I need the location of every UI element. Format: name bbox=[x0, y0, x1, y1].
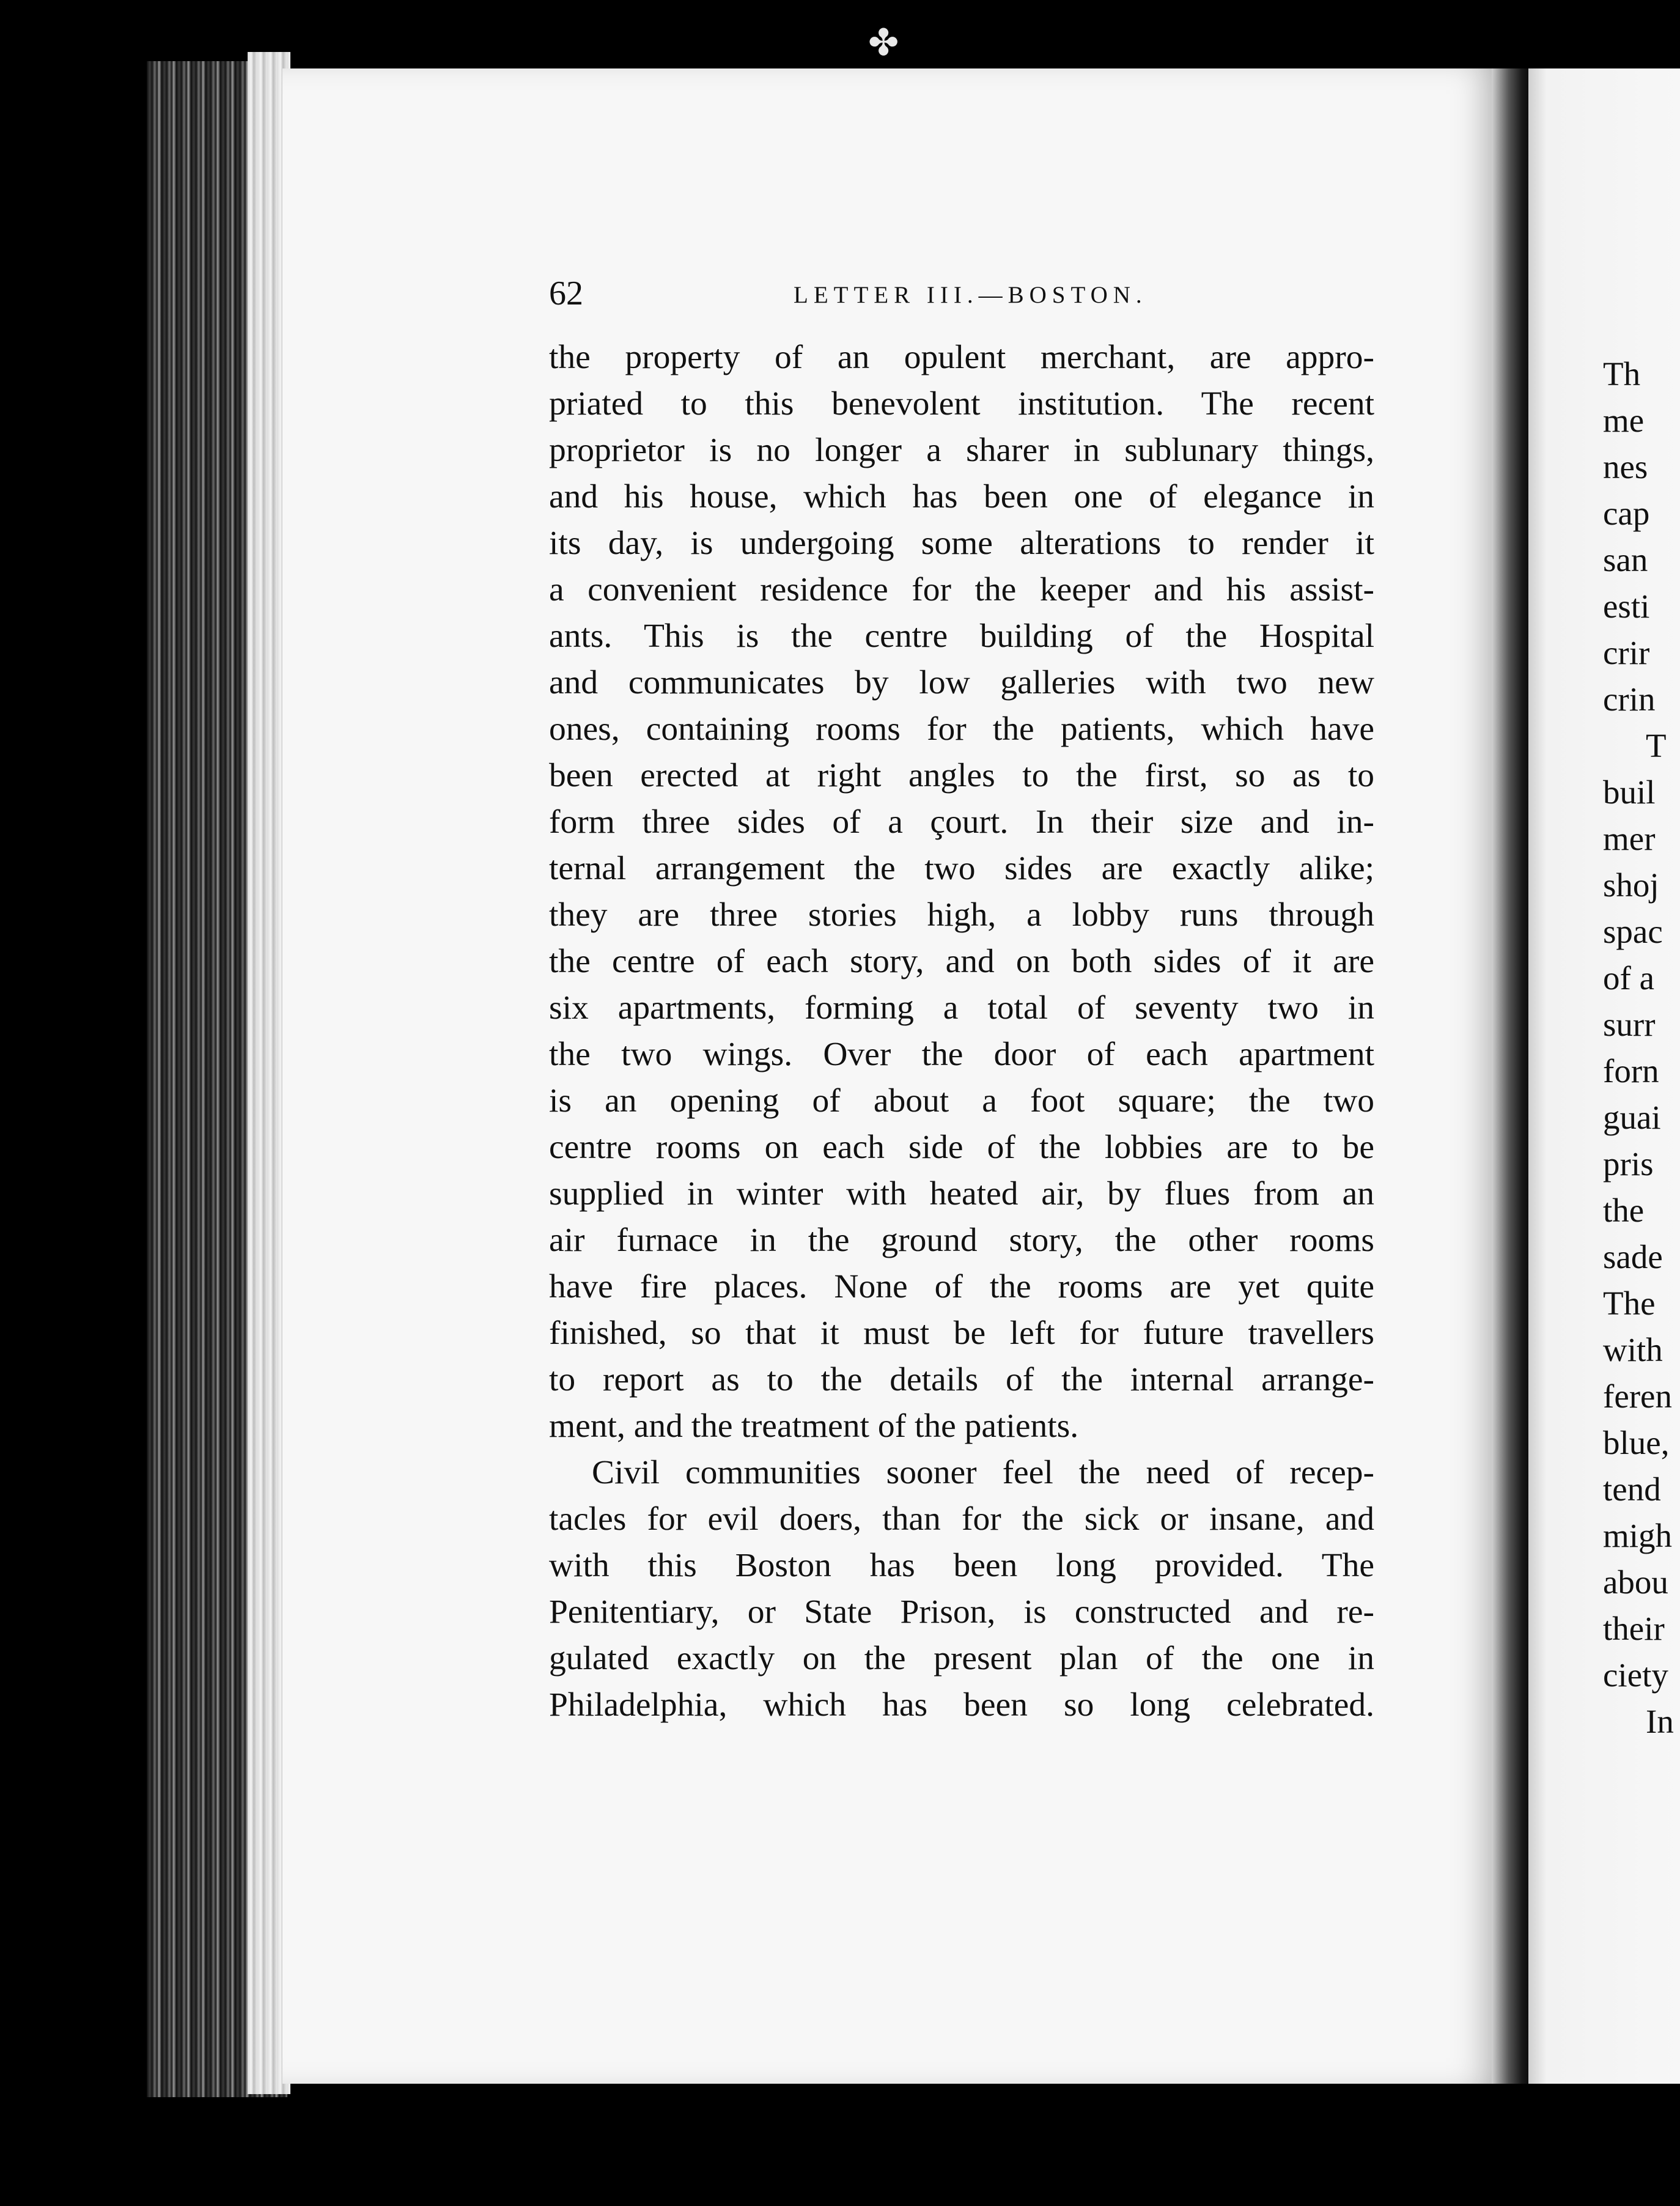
text-line: the centre of each story, and on both sides of it are bbox=[549, 943, 1374, 980]
facing-line: surr bbox=[1603, 1006, 1656, 1043]
text-line: to report as to the details of the internal arrange- bbox=[549, 1361, 1374, 1398]
text-line: a convenient residence for the keeper and his assist- bbox=[549, 571, 1374, 608]
text-line: and his house, which has been one of elegance in bbox=[549, 478, 1374, 515]
text-line: supplied in winter with heated air, by flues from an bbox=[549, 1175, 1374, 1212]
facing-line: abou bbox=[1603, 1563, 1668, 1601]
text-line: tacles for evil doers, than for the sick or insane, and bbox=[549, 1500, 1374, 1538]
facing-line: forn bbox=[1603, 1052, 1659, 1090]
text-line: been erected at right angles to the first, so as to bbox=[549, 757, 1374, 794]
text-line: Philadelphia, which has been so long celebrated. bbox=[549, 1686, 1374, 1724]
facing-line: migh bbox=[1603, 1517, 1673, 1554]
facing-line: san bbox=[1603, 541, 1648, 578]
facing-line: pris bbox=[1603, 1145, 1654, 1182]
facing-line: crin bbox=[1603, 681, 1656, 718]
page-number: 62 bbox=[549, 275, 583, 312]
facing-line: the bbox=[1603, 1192, 1645, 1229]
text-line: the property of an opulent merchant, are appro- bbox=[549, 339, 1374, 376]
main-text-block bbox=[549, 334, 1374, 1728]
text-line: Penitentiary, or State Prison, is constructed and re- bbox=[549, 1593, 1374, 1631]
facing-line: shoj bbox=[1603, 866, 1659, 904]
text-line: finished, so that it must be left for future travellers bbox=[549, 1315, 1374, 1352]
text-line: ones, containing rooms for the patients, which have bbox=[549, 710, 1374, 748]
facing-line: me bbox=[1603, 402, 1645, 439]
text-line: they are three stories high, a lobby runs through bbox=[549, 896, 1374, 934]
text-line: its day, is undergoing some alterations to render it bbox=[549, 525, 1374, 562]
text-line: ternal arrangement the two sides are exactly alike; bbox=[549, 850, 1374, 887]
facing-line: sade bbox=[1603, 1238, 1663, 1275]
text-line: form three sides of a çourt. In their size and in- bbox=[549, 803, 1374, 841]
facing-line: esti bbox=[1603, 588, 1650, 625]
text-line: ants. This is the centre building of the Hospital bbox=[549, 618, 1374, 655]
page-header bbox=[549, 272, 1374, 315]
text-line: six apartments, forming a total of seventy two in bbox=[549, 989, 1374, 1027]
facing-line: ciety bbox=[1603, 1656, 1668, 1694]
text-line: is an opening of about a foot square; the two bbox=[549, 1082, 1374, 1120]
text-line: ment, and the treatment of the patients. bbox=[549, 1407, 1079, 1445]
facing-line: cap bbox=[1603, 495, 1650, 532]
facing-line: feren bbox=[1603, 1378, 1672, 1415]
facing-line: buil bbox=[1603, 773, 1656, 811]
facing-line: nes bbox=[1603, 448, 1648, 485]
text-line: centre rooms on each side of the lobbies are to be bbox=[549, 1129, 1374, 1166]
facing-line: guai bbox=[1603, 1099, 1661, 1136]
facing-line: crir bbox=[1603, 634, 1650, 671]
facing-page-text bbox=[1603, 351, 1680, 1745]
text-line: proprietor is no longer a sharer in sublunary things, bbox=[549, 432, 1374, 469]
text-line: priated to this benevolent institution. The recent bbox=[549, 385, 1374, 422]
facing-line: with bbox=[1603, 1331, 1663, 1368]
facing-line: The bbox=[1603, 1285, 1656, 1322]
text-line: have fire places. None of the rooms are yet quite bbox=[549, 1268, 1374, 1305]
facing-line: In bbox=[1646, 1703, 1674, 1740]
paragraph-start-line: Civil communities sooner feel the need of recep- bbox=[592, 1454, 1374, 1491]
text-line: the two wings. Over the door of each apartment bbox=[549, 1036, 1374, 1073]
facing-line: tend bbox=[1603, 1470, 1661, 1508]
text-line: and communicates by low galleries with two new bbox=[549, 664, 1374, 701]
running-head: LETTER III.—BOSTON. bbox=[794, 282, 1148, 308]
text-line: with this Boston has been long provided. The bbox=[549, 1547, 1374, 1584]
facing-line: their bbox=[1603, 1610, 1665, 1647]
facing-line: of a bbox=[1603, 959, 1654, 997]
facing-line: blue, bbox=[1603, 1424, 1670, 1461]
text-line: gulated exactly on the present plan of the one in bbox=[549, 1640, 1374, 1677]
facing-line: mer bbox=[1603, 820, 1656, 857]
scan-speck: ✤ bbox=[868, 23, 899, 63]
facing-line: spac bbox=[1603, 913, 1663, 950]
text-line: air furnace in the ground story, the other rooms bbox=[549, 1222, 1374, 1259]
facing-line: Th bbox=[1603, 355, 1641, 393]
facing-line: T bbox=[1646, 727, 1667, 764]
